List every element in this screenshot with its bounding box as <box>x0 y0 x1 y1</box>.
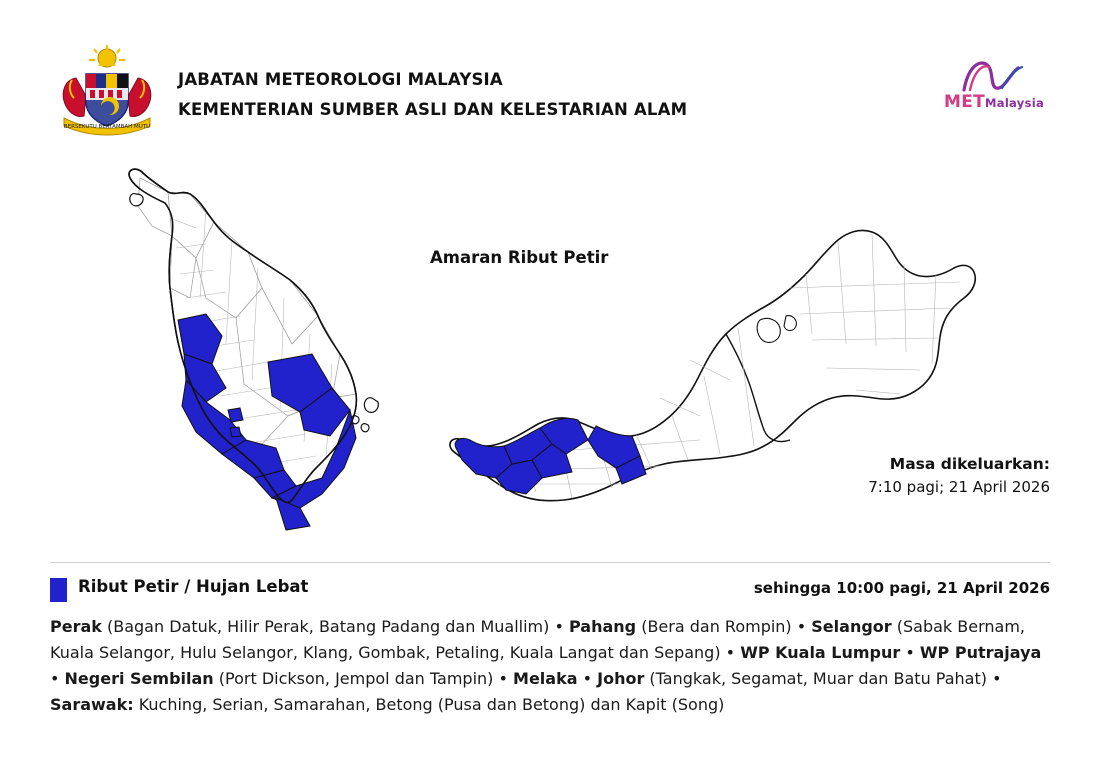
legend-row <box>50 576 1050 604</box>
warning-map <box>0 148 1100 558</box>
area-state-name: Sarawak: <box>50 694 134 714</box>
area-state-name: Pahang <box>568 617 637 636</box>
area-detail-text: • <box>50 668 65 688</box>
legend-valid-until: sehingga 10:00 pagi, 21 April 2026 <box>753 579 1050 597</box>
area-detail-text: • <box>900 642 920 662</box>
met-malaysia-logo <box>934 58 1054 120</box>
met-wordmark-sub: Malaysia <box>985 96 1045 110</box>
agency-name: JABATAN METEOROLOGI MALAYSIA <box>178 70 503 89</box>
area-state-name: Perak <box>50 617 102 636</box>
malaysia-coat-of-arms-icon <box>46 44 168 136</box>
map-title: Amaran Ribut Petir <box>430 248 609 267</box>
legend-label: Ribut Petir / Hujan Lebat <box>78 577 309 596</box>
area-state-name: Negeri Sembilan <box>64 668 214 688</box>
svg-text:BERSEKUTU BERTAMBAH MUTU: BERSEKUTU BERTAMBAH MUTU <box>63 124 151 130</box>
area-detail-text: Kuching, Serian, Samarahan, Betong (Pusa dan Betong) dan Kapit (Song) <box>133 694 725 714</box>
area-state-name: Johor <box>597 668 645 688</box>
ministry-name: KEMENTERIAN SUMBER ASLI DAN KELESTARIAN ALAM <box>178 99 688 119</box>
area-detail-text: (Sabak Bernam, Kuala Selangor, Hulu Selangor, Klang, Gombak, Petaling, Kuala Langat dan Sepang) • <box>50 617 1026 662</box>
met-wordmark <box>934 94 1054 111</box>
area-state-name: WP Putrajaya <box>919 642 1042 662</box>
area-detail-text: (Tangkak, Segamat, Muar dan Batu Pahat) • <box>644 668 1002 688</box>
area-detail-text: (Bagan Datuk, Hilir Perak, Batang Padang dan Muallim) • <box>101 617 569 636</box>
area-detail-text: (Port Dickson, Jempol dan Tampin) • <box>213 668 514 688</box>
affected-areas-text <box>50 614 1052 718</box>
area-state-name: Selangor <box>811 617 892 636</box>
area-detail-text: • <box>577 668 598 688</box>
area-state-name: WP Kuala Lumpur <box>740 642 901 662</box>
issue-time-value: 7:10 pagi; 21 April 2026 <box>868 478 1050 497</box>
area-state-name: Melaka <box>513 668 578 688</box>
issue-time-block <box>868 453 1050 499</box>
issue-time-label: Masa dikeluarkan: <box>889 455 1050 473</box>
met-swirl-icon <box>934 58 1054 94</box>
page-header <box>0 0 1100 148</box>
legend-color-swatch <box>50 578 67 602</box>
area-detail-text: (Bera dan Rompin) • <box>636 617 812 636</box>
met-wordmark-main: MET <box>943 92 986 112</box>
section-divider <box>50 562 1050 563</box>
header-titles <box>178 68 687 122</box>
